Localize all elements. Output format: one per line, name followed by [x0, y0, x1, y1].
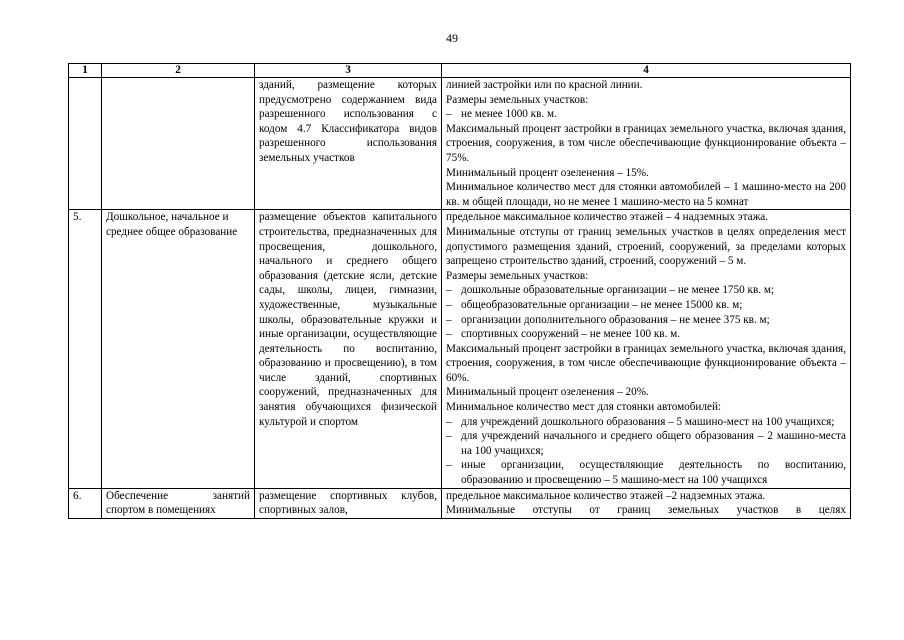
row-use-description: размещение спортивных клубов, спортивных залов,	[255, 488, 442, 518]
param-list-item: – иные организации, осуществляющие деятельность по воспитанию, образованию и просвещению – 5 машино-мест на 100 учащихся	[446, 459, 846, 487]
row-number: 6.	[69, 488, 102, 518]
row-use-description: зданий, размещение которых предусмотрено содержанием вида разрешенного использования с кодом 4.7 Классификатора видов разрешенного использования земельных участков	[255, 78, 442, 210]
column-header-2: 2	[102, 64, 255, 78]
param-text: Максимальный процент застройки в границах земельного участка, включая здания, строения, сооружения, в том числе обеспечивающие функционирование объекта – 75%.	[446, 122, 846, 164]
row-number	[69, 78, 102, 210]
table-row	[69, 78, 851, 210]
param-text: предельное максимальное количество этажей – 4 надземных этажа.	[446, 211, 769, 224]
param-text: предельное максимальное количество этажей –2 надземных этажа.	[446, 489, 766, 502]
row-parameters	[442, 78, 851, 210]
param-text: Минимальное количество мест для стоянки автомобилей:	[446, 401, 722, 414]
row-use-description: размещение объектов капитального строительства, предназначенных для просвещения, дошкольного, начального и среднего общего образования (детские ясли, детские сады, школы, лицеи, гимназии, художественные, музыкальные школы, образовательные кружки и иные организации, осуществляющие деятельность по воспитанию, образованию и просвещению), в том числе зданий, спортивных сооружений, предназначенных для занятия обучающихся физической культурой и спортом	[255, 210, 442, 488]
param-text: Минимальные отступы от границ земельных участков в целях	[446, 504, 846, 517]
param-list-item: – организации дополнительного образования – не менее 375 кв. м;	[446, 313, 770, 326]
param-text: Минимальный процент озеленения – 20%.	[446, 386, 649, 399]
param-list-item: – общеобразовательные организации – не менее 15000 кв. м;	[446, 298, 743, 311]
column-header-1: 1	[69, 64, 102, 78]
param-text: Минимальные отступы от границ земельных участков в целях определения мест допустимого размещения зданий, строений, сооружений, за пределами которых запрещено строительство зданий, строений, сооружений – 5 м.	[446, 225, 846, 268]
param-list-item: – дошкольные образовательные организации – не менее 1750 кв. м;	[446, 284, 775, 297]
param-list-item: – для учреждений дошкольного образования – 5 машино-мест на 100 учащихся;	[446, 415, 835, 428]
regulations-table	[68, 63, 851, 519]
table-header-row	[69, 64, 851, 78]
table-row	[69, 488, 851, 518]
row-use-name	[102, 78, 255, 210]
row-use-name: Обеспечение занятий спортом в помещениях	[102, 488, 255, 518]
row-use-name: Дошкольное, начальное и среднее общее образование	[102, 210, 255, 488]
column-header-3: 3	[255, 64, 442, 78]
param-text: Минимальный процент озеленения – 15%.	[446, 166, 649, 179]
row-number: 5.	[69, 210, 102, 488]
table-row	[69, 210, 851, 488]
param-text: Размеры земельных участков:	[446, 269, 589, 282]
param-text: Размеры земельных участков:	[446, 93, 589, 106]
param-list-item: – для учреждений начального и среднего общего образования – 2 машино-места на 100 учащихся;	[446, 430, 846, 457]
row-parameters	[442, 210, 851, 488]
param-text: Максимальный процент застройки в границах земельного участка, включая здания, строения, сооружения, в том числе обеспечивающие функционирование объекта – 60%.	[446, 342, 846, 384]
param-text: линией застройки или по красной линии.	[446, 79, 643, 91]
column-header-4: 4	[442, 64, 851, 78]
param-list-item: – спортивных сооружений – не менее 100 кв. м.	[446, 328, 681, 341]
page-number: 49	[446, 31, 458, 45]
param-list-item: – не менее 1000 кв. м.	[446, 108, 557, 121]
row-parameters	[442, 488, 851, 518]
param-text: Минимальное количество мест для стоянки автомобилей – 1 машино-место на 200 кв. м общей площади, но не менее 1 машино-место на 5 комнат	[446, 181, 846, 208]
